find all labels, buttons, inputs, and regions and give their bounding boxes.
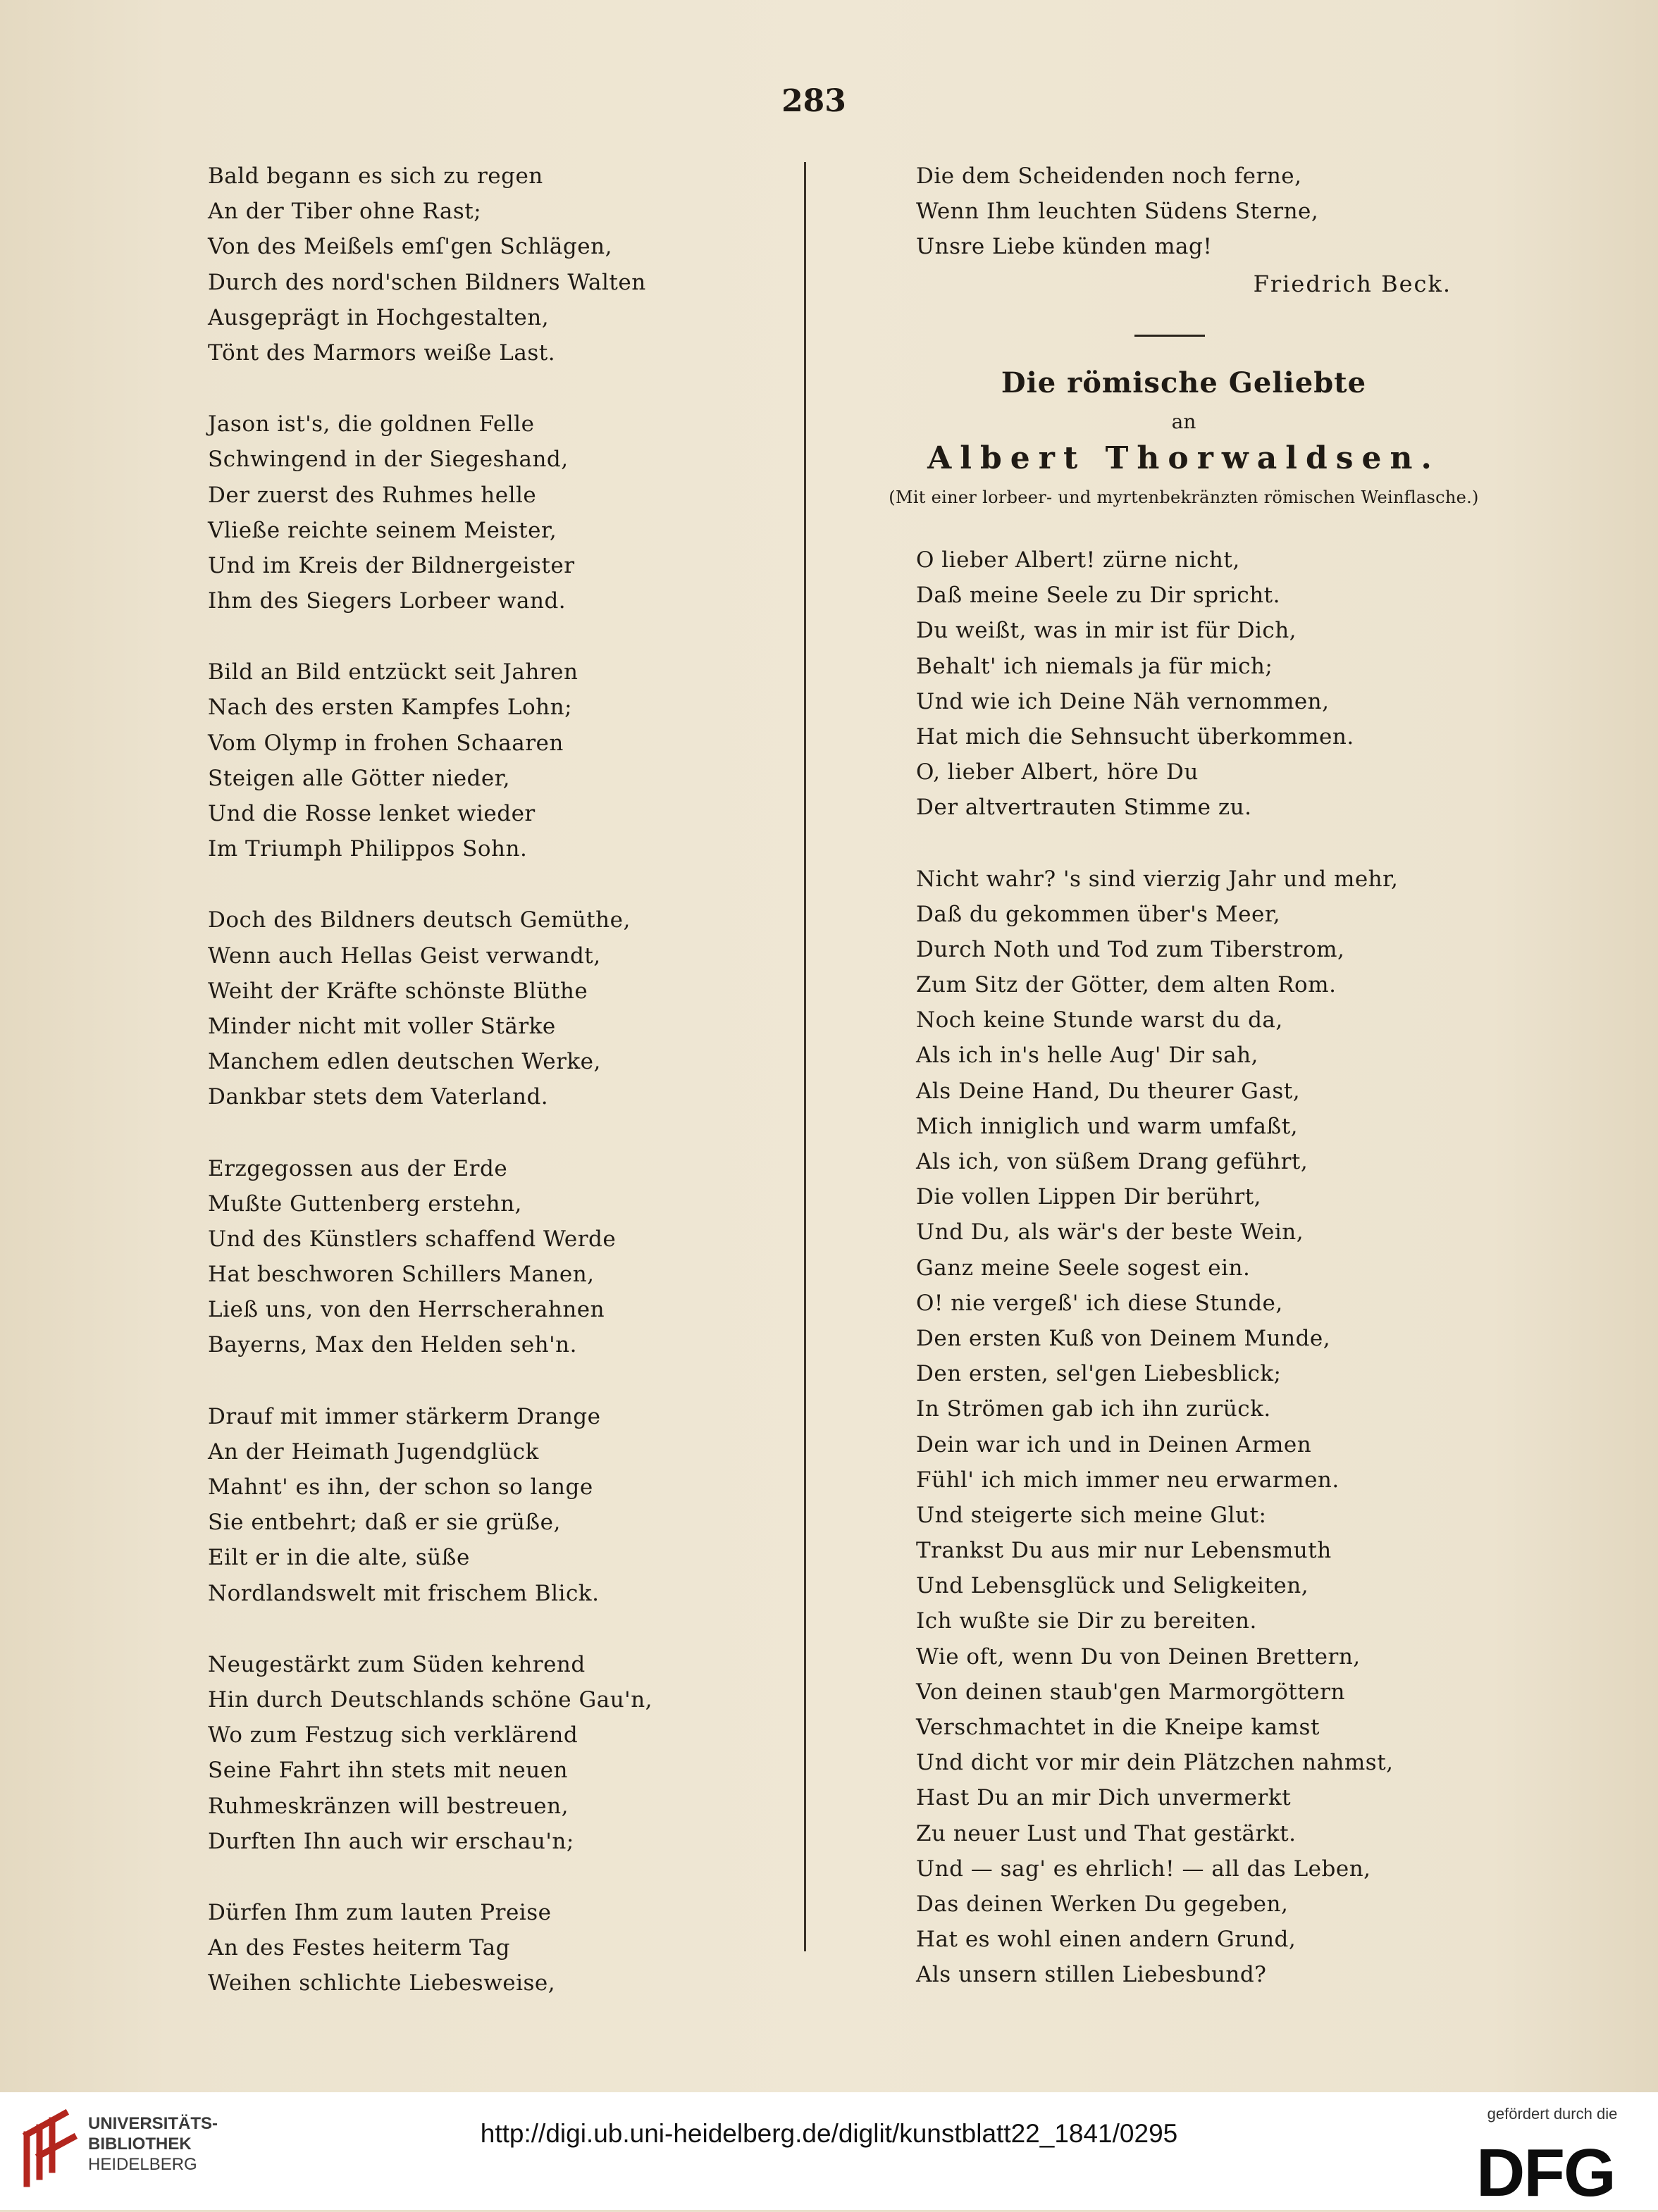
- poem-line: Ich wußte sie Dir zu bereiten.: [916, 1608, 1257, 1634]
- poem-line: Als unsern stillen Liebesbund?: [916, 1962, 1267, 1988]
- stanza: [208, 1895, 807, 2001]
- poem-line: Und Lebensglück und Seligkeiten,: [916, 1573, 1309, 1599]
- poem-line: Seine Fahrt ihn stets mit neuen: [208, 1758, 568, 1784]
- poem-line: Der altvertrauten Stimme zu.: [916, 795, 1252, 821]
- poem-line: Mahnt' es ihn, der schon so lange: [208, 1474, 593, 1500]
- poem-line: Den ersten Kuß von Deinem Munde,: [916, 1325, 1331, 1351]
- poem-line: Von deinen staub'gen Marmorgöttern: [916, 1679, 1345, 1705]
- dfg-logo: DFG: [1476, 2135, 1615, 2211]
- poem-line: Wie oft, wenn Du von Deinen Brettern,: [916, 1644, 1361, 1670]
- poem-line: Bild an Bild entzückt seit Jahren: [208, 659, 579, 685]
- library-name-line1: UNIVERSITÄTS-: [88, 2114, 218, 2133]
- stanza: [208, 1151, 807, 1363]
- poem-line: Drauf mit immer stärkerm Drange: [208, 1403, 601, 1429]
- poem-line: Unsre Liebe künden mag!: [916, 234, 1213, 260]
- poem-line: Wenn Ihm leuchten Südens Sterne,: [916, 199, 1319, 225]
- page-number: 283: [781, 83, 846, 119]
- stanza: [208, 654, 807, 866]
- poem-line: Die dem Scheidenden noch ferne,: [916, 163, 1302, 189]
- right-column-top: [916, 159, 1480, 304]
- poem-line: Minder nicht mit voller Stärke: [208, 1013, 556, 1039]
- poem-line: Ließ uns, von den Herrscherahnen: [208, 1297, 605, 1323]
- poem-line: Und — sag' es ehrlich! — all das Leben,: [916, 1856, 1371, 1882]
- poem-line: Ruhmeskränzen will bestreuen,: [208, 1793, 569, 1819]
- poem-line: Hat es wohl einen andern Grund,: [916, 1927, 1297, 1953]
- poem-line: An der Tiber ohne Rast;: [208, 199, 482, 225]
- poem-line: Bald begann es sich zu regen: [208, 163, 543, 189]
- stanza: [208, 902, 807, 1114]
- poem-line: Neugestärkt zum Süden kehrend: [208, 1651, 586, 1677]
- funded-by-label: gefördert durch die: [1487, 2105, 1618, 2123]
- poem-line: Hast Du an mir Dich unvermerkt: [916, 1785, 1292, 1811]
- poem-line: Schwingend in der Siegeshand,: [208, 447, 569, 473]
- poem-line: In Strömen gab ich ihn zurück.: [916, 1396, 1271, 1422]
- poem-title: Die römische Geliebte: [1001, 366, 1367, 399]
- poem-line: Dürfen Ihm zum lauten Preise: [208, 1899, 552, 1925]
- poem-line: Mußte Guttenberg erstehn,: [208, 1191, 522, 1217]
- poem-line: Doch des Bildners deutsch Gemüthe,: [208, 907, 631, 933]
- poem-subtitle: (Mit einer lorbeer- und myrtenbekränzten römischen Weinflasche.): [889, 487, 1479, 507]
- poem-line: Vließe reichte seinem Meister,: [208, 517, 557, 543]
- poem-line: Zum Sitz der Götter, dem alten Rom.: [916, 972, 1337, 998]
- stanza: [916, 542, 1480, 826]
- poem-line: Wo zum Festzug sich verklärend: [208, 1722, 579, 1748]
- poem-line: Trankst Du aus mir nur Lebensmuth: [916, 1538, 1332, 1564]
- poem-line: Dankbar stets dem Vaterland.: [208, 1084, 549, 1110]
- author-signature: Friedrich Beck.: [1253, 270, 1452, 297]
- stanza: [208, 406, 807, 619]
- poem-line: Erzgegossen aus der Erde: [208, 1155, 508, 1181]
- poem-an: an: [1171, 410, 1196, 433]
- poem-line: Du weißt, was in mir ist für Dich,: [916, 618, 1297, 644]
- poem-line: Als Deine Hand, Du theurer Gast,: [916, 1078, 1301, 1104]
- poem-line: Und Du, als wär's der beste Wein,: [916, 1219, 1304, 1245]
- poem-line: Und steigerte sich meine Glut:: [916, 1502, 1267, 1528]
- poem-line: Nordlandswelt mit frischem Blick.: [208, 1580, 600, 1606]
- poem-line: Hin durch Deutschlands schöne Gau'n,: [208, 1686, 653, 1713]
- poem-dedicatee: Albert Thorwaldsen.: [927, 440, 1440, 476]
- poem-line: Hat beschworen Schillers Manen,: [208, 1262, 595, 1288]
- poem-line: Wenn auch Hellas Geist verwandt,: [208, 943, 601, 969]
- right-column-poem: [916, 542, 1480, 2029]
- library-name-line3: HEIDELBERG: [88, 2155, 197, 2174]
- library-name-line2: BIBLIOTHEK: [88, 2135, 192, 2154]
- poem-line: O lieber Albert! zürne nicht,: [916, 547, 1240, 573]
- poem-line: Und die Rosse lenket wieder: [208, 801, 536, 826]
- stanza: [208, 1647, 807, 1859]
- left-column: [208, 159, 807, 2037]
- poem-line: O, lieber Albert, höre Du: [916, 759, 1199, 785]
- poem-line: Jason ist's, die goldnen Felle: [208, 411, 535, 437]
- poem-line: Weiht der Kräfte schönste Blüthe: [208, 978, 588, 1004]
- poem-line: Verschmachtet in die Kneipe kamst: [916, 1715, 1320, 1740]
- poem-line: Und dicht vor mir dein Plätzchen nahmst,: [916, 1750, 1394, 1776]
- poem-line: Vom Olymp in frohen Schaaren: [208, 730, 564, 756]
- poem-line: Tönt des Marmors weiße Last.: [208, 340, 556, 366]
- poem-line: Zu neuer Lust und That gestärkt.: [916, 1820, 1297, 1846]
- column-divider: [804, 162, 806, 1951]
- poem-line: An des Festes heiterm Tag: [208, 1935, 510, 1961]
- poem-line: Und des Künstlers schaffend Werde: [208, 1226, 617, 1252]
- poem-line: Bayerns, Max den Helden seh'n.: [208, 1332, 577, 1358]
- poem-line: Und wie ich Deine Näh vernommen,: [916, 688, 1330, 714]
- poem-line: Daß meine Seele zu Dir spricht.: [916, 583, 1280, 609]
- poem-line: Durch des nord'schen Bildners Walten: [208, 269, 646, 295]
- poem-line: Als ich in's helle Aug' Dir sah,: [916, 1043, 1258, 1069]
- poem-line: Ausgeprägt in Hochgestalten,: [208, 304, 550, 330]
- poem-line: Ihm des Siegers Lorbeer wand.: [208, 588, 567, 614]
- poem-line: Steigen alle Götter nieder,: [208, 765, 511, 791]
- stanza: [208, 1399, 807, 1611]
- poem-line: An der Heimath Jugendglück: [208, 1439, 539, 1465]
- poem-line: Sie entbehrt; daß er sie grüße,: [208, 1510, 561, 1536]
- poem-line: Im Triumph Philippos Sohn.: [208, 836, 528, 862]
- poem-line: Daß du gekommen über's Meer,: [916, 901, 1281, 927]
- poem-line: Dein war ich und in Deinen Armen: [916, 1431, 1312, 1458]
- poem-line: Von des Meißels emſ'gen Schlägen,: [208, 234, 612, 260]
- poem-line: Durch Noth und Tod zum Tiberstrom,: [916, 936, 1345, 962]
- permalink-url[interactable]: http://digi.ub.uni-heidelberg.de/diglit/kunstblatt22_1841/0295: [480, 2119, 1178, 2148]
- poem-line: Die vollen Lippen Dir berührt,: [916, 1184, 1262, 1210]
- poem-line: Durften Ihn auch wir erschau'n;: [208, 1828, 574, 1854]
- poem-line: Behalt' ich niemals ja für mich;: [916, 653, 1273, 679]
- poem-line: Mich inniglich und warm umfaßt,: [916, 1113, 1299, 1139]
- poem-line: Und im Kreis der Bildnergeister: [208, 552, 575, 578]
- poem-line: Das deinen Werken Du gegeben,: [916, 1891, 1289, 1917]
- poem-line: Als ich, von süßem Drang geführt,: [916, 1149, 1309, 1174]
- poem-line: Hat mich die Sehnsucht überkommen.: [916, 723, 1354, 750]
- stanza: [208, 159, 807, 371]
- poem-line: Der zuerst des Ruhmes helle: [208, 482, 537, 508]
- poem-line: Manchem edlen deutschen Werke,: [208, 1049, 601, 1075]
- poem-line: Fühl' ich mich immer neu erwarmen.: [916, 1467, 1340, 1493]
- poem-line: Nicht wahr? 's sind vierzig Jahr und mehr,: [916, 866, 1399, 892]
- footer-bar: [0, 2092, 1658, 2210]
- stanza: [916, 862, 1480, 1993]
- poem-line: Nach des ersten Kampfes Lohn;: [208, 695, 573, 721]
- poem-line: Eilt er in die alte, süße: [208, 1545, 470, 1571]
- poem-line: Den ersten, sel'gen Liebesblick;: [916, 1361, 1282, 1387]
- poem-line: O! nie vergeß' ich diese Stunde,: [916, 1290, 1283, 1316]
- poem-line: Noch keine Stunde warst du da,: [916, 1007, 1283, 1033]
- poem-line: Ganz meine Seele sogest ein.: [916, 1255, 1251, 1281]
- poem-line: Weihen schlichte Liebesweise,: [208, 1970, 556, 1996]
- section-rule: [1134, 335, 1205, 337]
